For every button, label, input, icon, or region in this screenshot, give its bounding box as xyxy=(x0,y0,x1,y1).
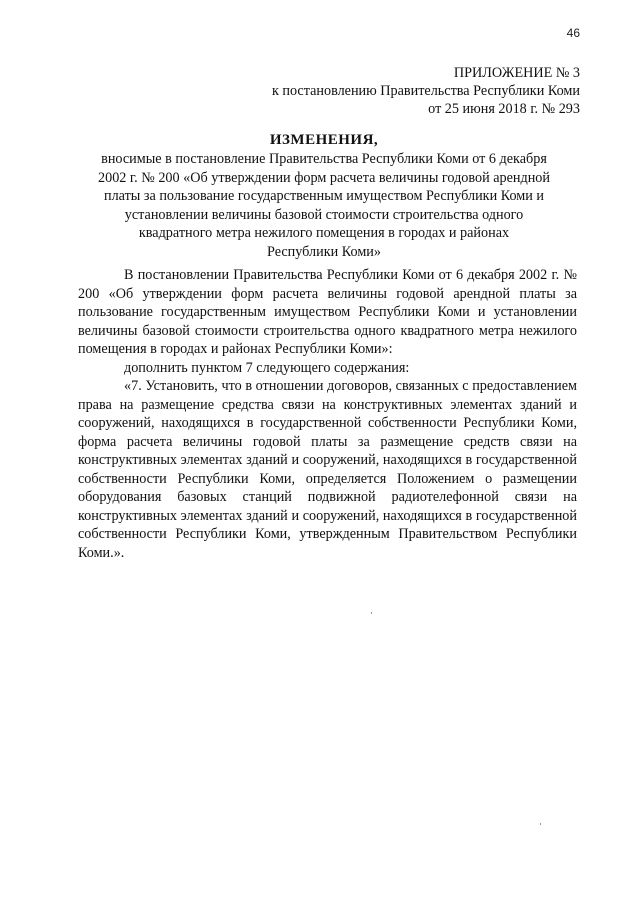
document-subtitle xyxy=(70,150,578,261)
subtitle-line: квадратного метра нежилого помещения в городах и районах xyxy=(138,225,510,241)
scan-speck xyxy=(371,612,372,614)
subtitle-line: вносимые в постановление Правительства Республики Коми от 6 декабря xyxy=(101,151,547,167)
body-paragraph-amendment: дополнить пунктом 7 следующего содержания: xyxy=(124,359,410,376)
body-paragraph-intro: В постановлении Правительства Республики Коми от 6 декабря 2002 г. № 200 «Об утверждении форм расчета величины годовой арендной платы за пользование государственным имуществом Республики Коми и установлении величины базовой стоимости строительства одного квадратного метра нежилого помещения в городах и районах Республики Коми»: xyxy=(78,267,577,357)
body-paragraph-clause-7: «7. Установить, что в отношении договоров, связанных с предоставлением права на размещение средства связи на конструктивных элементах зданий и сооружений, находящихся в государственной собственности Республики Коми, форма расчета величины годовой платы за размещение средств связи на конструктивных элементах зданий и сооружений, находящихся в государственной собственности Республики Коми, определяется Положением о размещении оборудования базовых станций подвижной радиотелефонной связи на конструктивных элементах зданий и сооружений, находящихся в государственной собственности Республики Коми, утвержденным Правительством Республики Коми.». xyxy=(78,378,577,561)
appendix-resolution-date: от 25 июня 2018 г. № 293 xyxy=(428,101,580,117)
appendix-header xyxy=(272,64,580,118)
appendix-number: ПРИЛОЖЕНИЕ № 3 xyxy=(453,65,580,81)
appendix-resolution-ref: к постановлению Правительства Республики Коми xyxy=(271,83,580,99)
subtitle-line: установлении величины базовой стоимости строительства одного xyxy=(124,206,524,223)
subtitle-line: 2002 г. № 200 «Об утверждении форм расчета величины годовой арендной xyxy=(98,169,550,186)
subtitle-line: Республики Коми» xyxy=(267,243,381,260)
title-block xyxy=(70,130,578,261)
document-title: ИЗМЕНЕНИЯ, xyxy=(269,132,379,148)
subtitle-line: платы за пользование государственным имуществом Республики Коми и xyxy=(103,188,544,204)
scan-speck xyxy=(540,823,541,825)
document-body xyxy=(78,266,577,562)
page-number: 46 xyxy=(566,26,580,40)
